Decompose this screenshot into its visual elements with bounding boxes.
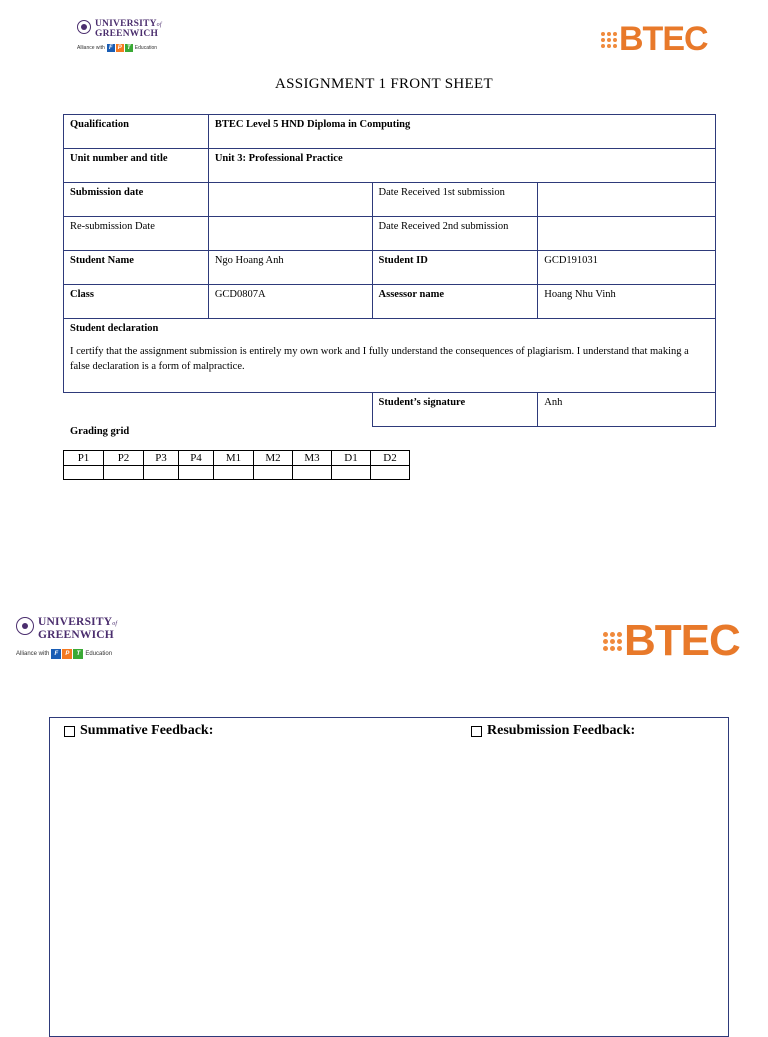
student-id-value[interactable]: GCD191031 bbox=[538, 251, 716, 285]
resubmission-feedback-option[interactable] bbox=[471, 723, 635, 739]
fpt-letter-f: F bbox=[107, 44, 115, 52]
page-title: ASSIGNMENT 1 FRONT SHEET bbox=[275, 76, 493, 92]
row-qualification bbox=[64, 115, 716, 149]
row-student-name bbox=[64, 251, 716, 285]
btec-wordmark: BTEC bbox=[619, 20, 708, 58]
grade-cell-p3[interactable] bbox=[144, 466, 179, 480]
grading-grid-header-row bbox=[64, 451, 410, 466]
grade-header-p3: P3 bbox=[144, 451, 179, 466]
alliance-line bbox=[16, 649, 117, 659]
declaration-cell bbox=[64, 319, 716, 393]
alliance-text: Alliance with bbox=[16, 651, 50, 657]
row-class bbox=[64, 285, 716, 319]
resubmission-date-value[interactable] bbox=[208, 217, 372, 251]
submission-date-value[interactable] bbox=[208, 183, 372, 217]
declaration-text: I certify that the assignment submission is entirely my own work and I fully understand the consequences of plagiarism. I understand that making a false declaration is a form of malpractice. bbox=[70, 346, 689, 372]
grade-header-d1: D1 bbox=[332, 451, 371, 466]
resubmission-checkbox-icon[interactable] bbox=[471, 726, 482, 737]
university-name-line2: GREENWICH bbox=[95, 29, 159, 39]
resubmission-date-label: Re-submission Date bbox=[64, 217, 209, 251]
fpt-logo bbox=[51, 649, 83, 659]
unit-value: Unit 3: Professional Practice bbox=[208, 149, 715, 183]
class-label: Class bbox=[64, 285, 209, 319]
fpt-letter-p: P bbox=[117, 45, 122, 51]
btec-logo-page2 bbox=[603, 616, 740, 666]
resubmission-feedback-label: Resubmission Feedback: bbox=[487, 723, 636, 738]
university-of-greenwich-logo bbox=[77, 20, 162, 52]
btec-dots-icon bbox=[601, 32, 617, 48]
grade-header-m1: M1 bbox=[214, 451, 254, 466]
qualification-value: BTEC Level 5 HND Diploma in Computing bbox=[208, 115, 715, 149]
signature-spacer bbox=[64, 393, 373, 427]
grade-header-p4: P4 bbox=[179, 451, 214, 466]
university-name-line2: GREENWICH bbox=[38, 629, 114, 641]
grade-header-m2: M2 bbox=[254, 451, 293, 466]
grade-header-p2: P2 bbox=[104, 451, 144, 466]
row-resubmission-date bbox=[64, 217, 716, 251]
btec-dots-icon bbox=[603, 632, 622, 651]
fpt-logo bbox=[107, 44, 133, 52]
unit-label: Unit number and title bbox=[64, 149, 209, 183]
row-submission-date bbox=[64, 183, 716, 217]
university-name-of: of bbox=[112, 621, 118, 627]
grade-header-p1: P1 bbox=[64, 451, 104, 466]
btec-wordmark: BTEC bbox=[624, 616, 740, 665]
front-sheet-table bbox=[63, 114, 716, 427]
row-unit bbox=[64, 149, 716, 183]
grade-cell-m3[interactable] bbox=[293, 466, 332, 480]
qualification-label: Qualification bbox=[64, 115, 209, 149]
university-of-greenwich-logo-page2 bbox=[16, 617, 117, 659]
university-crest-icon bbox=[16, 617, 34, 635]
fpt-letter-f: F bbox=[51, 649, 61, 659]
row-signature bbox=[64, 393, 716, 427]
date-received-1-value[interactable] bbox=[538, 183, 716, 217]
grade-cell-p1[interactable] bbox=[64, 466, 104, 480]
student-name-label: Student Name bbox=[64, 251, 209, 285]
grade-cell-p4[interactable] bbox=[179, 466, 214, 480]
grade-header-d2: D2 bbox=[371, 451, 410, 466]
summative-checkbox-icon[interactable] bbox=[64, 726, 75, 737]
grade-cell-d1[interactable] bbox=[332, 466, 371, 480]
grade-cell-m2[interactable] bbox=[254, 466, 293, 480]
date-received-2-value[interactable] bbox=[538, 217, 716, 251]
signature-label: Student’s signature bbox=[372, 393, 538, 427]
grade-cell-d2[interactable] bbox=[371, 466, 410, 480]
fpt-letter-p: P bbox=[62, 649, 72, 659]
date-received-2-label: Date Received 2nd submission bbox=[372, 217, 538, 251]
education-text: Education bbox=[85, 651, 113, 657]
summative-feedback-option[interactable] bbox=[64, 723, 213, 739]
grade-header-m3: M3 bbox=[293, 451, 332, 466]
grading-grid-table bbox=[63, 450, 410, 480]
signature-value[interactable]: Anh bbox=[538, 393, 716, 427]
fpt-letter-t: T bbox=[73, 649, 83, 659]
student-id-label: Student ID bbox=[372, 251, 538, 285]
fpt-letter-t: T bbox=[125, 44, 133, 52]
university-name-line1: UNIVERSITY bbox=[38, 616, 113, 628]
grading-grid-value-row bbox=[64, 466, 410, 480]
grade-cell-p2[interactable] bbox=[104, 466, 144, 480]
university-name-line1: UNIVERSITY bbox=[95, 19, 157, 29]
assessor-label: Assessor name bbox=[372, 285, 538, 319]
grading-grid-label: Grading grid bbox=[70, 426, 130, 437]
assessor-value[interactable]: Hoang Nhu Vinh bbox=[538, 285, 716, 319]
row-declaration bbox=[64, 319, 716, 393]
summative-feedback-label: Summative Feedback: bbox=[80, 723, 214, 738]
grade-cell-m1[interactable] bbox=[214, 466, 254, 480]
alliance-text: Alliance with bbox=[77, 45, 105, 51]
education-text: Education bbox=[134, 45, 158, 51]
submission-date-label: Submission date bbox=[64, 183, 209, 217]
student-name-value[interactable]: Ngo Hoang Anh bbox=[208, 251, 372, 285]
declaration-label: Student declaration bbox=[70, 323, 159, 334]
university-crest-icon bbox=[77, 20, 91, 34]
feedback-box bbox=[49, 717, 729, 1037]
date-received-1-label: Date Received 1st submission bbox=[372, 183, 538, 217]
university-name-of: of bbox=[156, 22, 162, 28]
btec-logo bbox=[601, 20, 708, 59]
alliance-line bbox=[77, 44, 162, 52]
class-value[interactable]: GCD0807A bbox=[208, 285, 372, 319]
